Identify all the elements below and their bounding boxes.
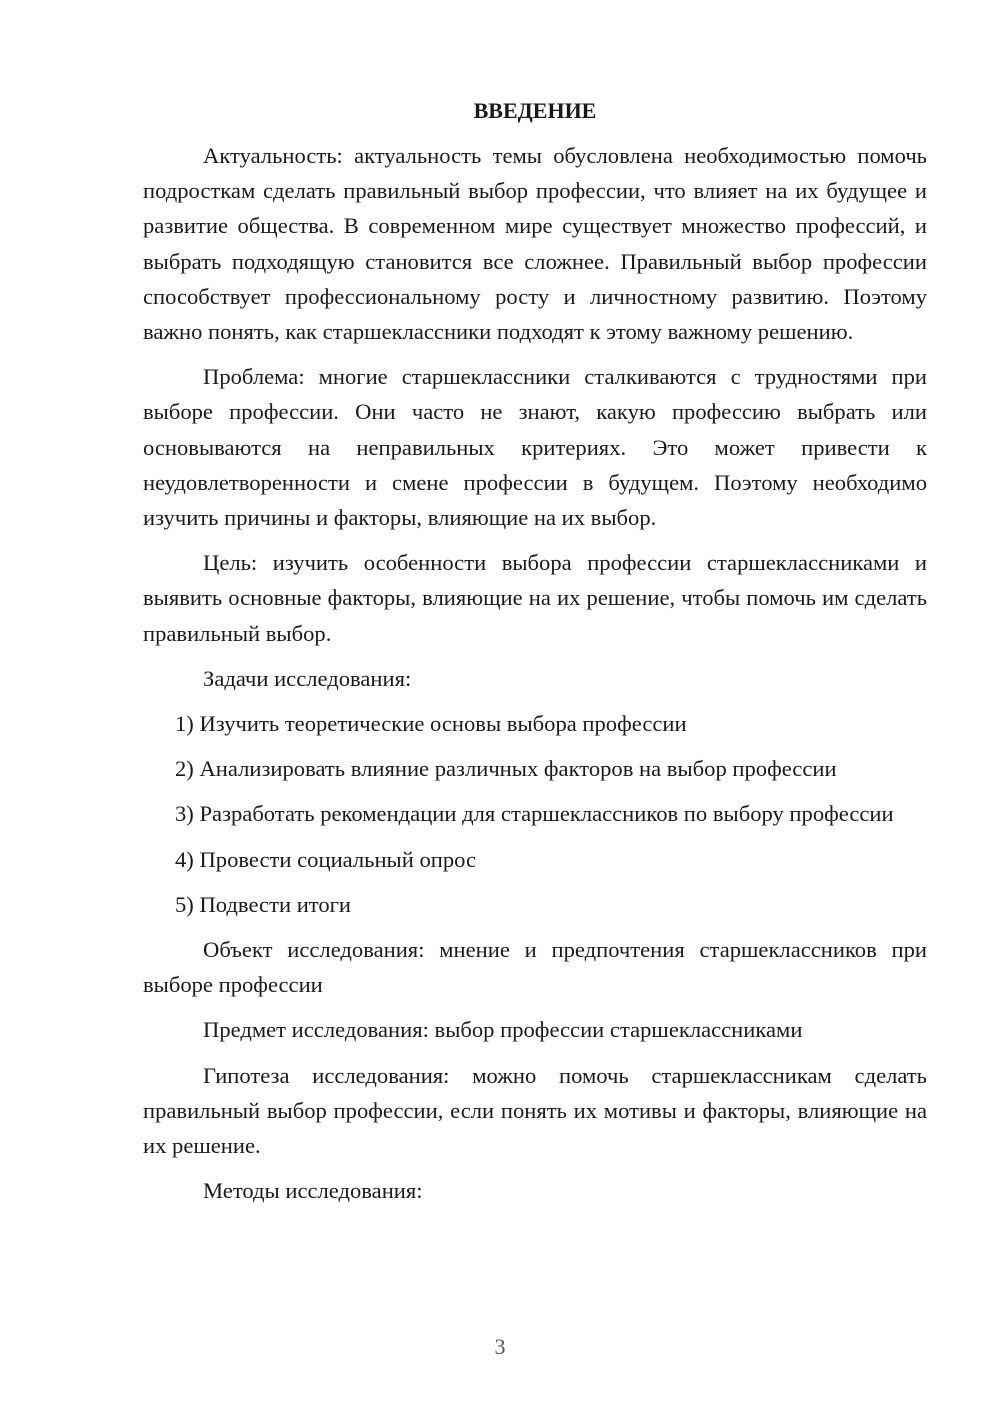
hypothesis-paragraph: Гипотеза исследования: можно помочь старшеклассникам сделать правильный выбор профессии, если понять их мотивы и факторы, влияющие на их решение. — [143, 1062, 927, 1159]
task-item-5: 5) Подвести итоги — [175, 891, 352, 917]
document-page — [143, 96, 927, 1218]
task-item-3: 3) Разработать рекомендации для старшеклассников по выбору профессии — [175, 801, 894, 827]
task-item-1: 1) Изучить теоретические основы выбора профессии — [175, 711, 687, 737]
subject-paragraph: Предмет исследования: выбор профессии старшеклассниками — [203, 1017, 803, 1043]
methods-title: Методы исследования: — [203, 1178, 423, 1204]
task-item-2: 2) Анализировать влияние различных факторов на выбор профессии — [175, 756, 837, 782]
goal-paragraph: Цель: изучить особенности выбора профессии старшеклассниками и выявить основные факторы, влияющие на их решение, чтобы помочь им сделать правильный выбор. — [143, 550, 927, 646]
problem-paragraph: Проблема: многие старшеклассники сталкиваются с трудностями при выборе профессии. Они часто не знают, какую профессию выбрать или основываются на неправильных критериях. Это может привести к неудовлетворенности и смене профессии в будущем. Поэтому необходимо изучить причины и факторы, влияющие на их выбор. — [143, 364, 927, 531]
object-paragraph: Объект исследования: мнение и предпочтения старшеклассников при выборе профессии — [143, 937, 927, 998]
section-heading: ВВЕДЕНИЕ — [473, 98, 597, 123]
tasks-title: Задачи исследования: — [203, 665, 412, 691]
page-number: 3 — [494, 1334, 506, 1359]
task-item-4: 4) Провести социальный опрос — [175, 846, 477, 872]
relevance-paragraph: Актуальность: актуальность темы обусловлена необходимостью помочь подросткам сделать правильный выбор профессии, что влияет на их будущее и развитие общества. В современном мире существует множество профессий, и выбрать подходящую становится все сложнее. Правильный выбор профессии способствует профессиональному росту и личностному развитию. Поэтому важно понять, как старшеклассники подходят к этому важному решению. — [143, 143, 927, 345]
